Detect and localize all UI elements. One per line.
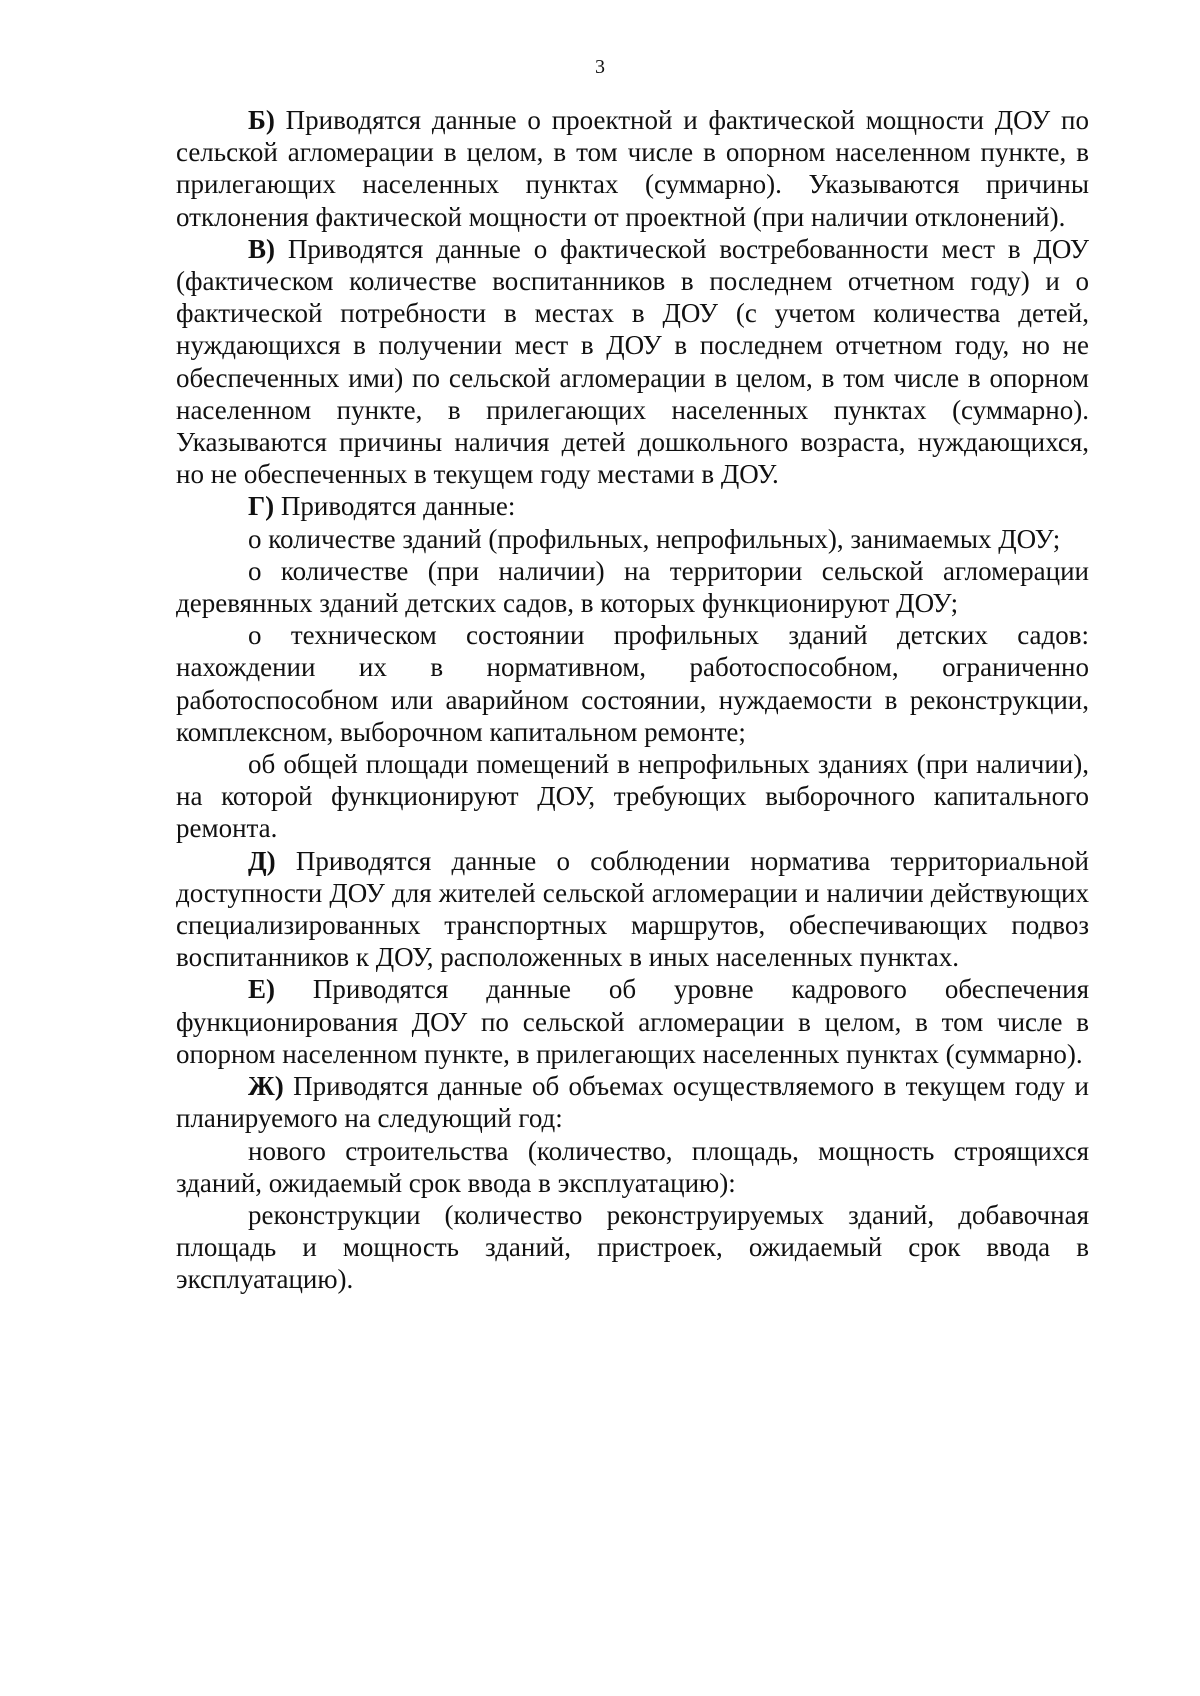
paragraph-text: об общей площади помещений в непрофильных зданиях (при наличии), на которой функционируют ДОУ, требующих выборочного капитального ремонта. xyxy=(176,749,1089,844)
paragraph-b xyxy=(176,104,1089,233)
paragraph-g-item-3 xyxy=(176,619,1089,748)
paragraph-text: Приводятся данные об уровне кадрового обеспечения функционирования ДОУ по сельской агломерации в целом, в том числе в опорном населенном пункте, в прилегающих населенных пунктах (суммарно). xyxy=(176,974,1089,1069)
paragraph-marker: Е) xyxy=(248,974,275,1005)
paragraph-text: Приводятся данные о фактической востребованности мест в ДОУ (фактическом количестве воспитанников в последнем отчетном году) и о фактической потребности в местах в ДОУ (с учетом количества детей, нуждающихся в получении мест в ДОУ в последнем отчетном году, но не обеспеченных ими) по сельской агломерации в целом, в том числе в опорном населенном пункте, в прилегающих населенных пунктах (суммарно). Указываются причины наличия детей дошкольного возраста, нуждающихся, но не обеспеченных в текущем году местами в ДОУ. xyxy=(176,233,1089,490)
paragraph-zh-item-2 xyxy=(176,1199,1089,1296)
paragraph-marker: Д) xyxy=(248,845,276,876)
paragraph-text: нового строительства (количество, площадь, мощность строящихся зданий, ожидаемый срок ввода в эксплуатацию): xyxy=(176,1135,1089,1198)
paragraph-marker: В) xyxy=(248,233,275,264)
paragraph-marker: Г) xyxy=(248,491,275,522)
paragraph-zh xyxy=(176,1070,1089,1134)
document-body xyxy=(176,104,1089,1296)
page-number: 3 xyxy=(595,56,605,78)
paragraph-zh-item-1 xyxy=(176,1135,1089,1199)
paragraph-g-item-1 xyxy=(176,523,1089,555)
paragraph-g-item-4 xyxy=(176,748,1089,845)
paragraph-d xyxy=(176,845,1089,974)
paragraph-text: реконструкции (количество реконструируемых зданий, добавочная площадь и мощность зданий, пристроек, ожидаемый срок ввода в эксплуатацию). xyxy=(176,1199,1089,1295)
paragraph-marker: Б) xyxy=(248,105,275,135)
paragraph-text: о количестве (при наличии) на территории сельской агломерации деревянных зданий детских садов, в которых функционируют ДОУ; xyxy=(176,555,1089,619)
paragraph-text: о техническом состоянии профильных зданий детских садов: нахождении их в нормативном, работоспособном, ограниченно работоспособном или аварийном состоянии, нуждаемости в реконструкции, комплексном, выборочном капитальном ремонте; xyxy=(176,620,1089,747)
paragraph-g-item-2 xyxy=(176,555,1089,619)
paragraph-text: Приводятся данные об объемах осуществляемого в текущем году и планируемого на следующий год: xyxy=(176,1071,1089,1134)
paragraph-text: Приводятся данные о соблюдении норматива территориальной доступности ДОУ для жителей сельской агломерации и наличии действующих специализированных транспортных маршрутов, обеспечивающих подвоз воспитанников к ДОУ, расположенных в иных населенных пунктах. xyxy=(176,845,1089,973)
paragraph-text: о количестве зданий (профильных, непрофильных), занимаемых ДОУ; xyxy=(248,523,1061,554)
paragraph-e xyxy=(176,973,1089,1070)
paragraph-text: Приводятся данные о проектной и фактической мощности ДОУ по сельской агломерации в целом, в том числе в опорном населенном пункте, в прилегающих населенных пунктах (суммарно). Указываются причины отклонения фактической мощности от проектной (при наличии отклонений). xyxy=(176,105,1089,232)
paragraph-marker: Ж) xyxy=(248,1071,284,1102)
paragraph-text: Приводятся данные: xyxy=(274,491,516,522)
paragraph-v xyxy=(176,233,1089,491)
paragraph-g xyxy=(176,490,1089,522)
